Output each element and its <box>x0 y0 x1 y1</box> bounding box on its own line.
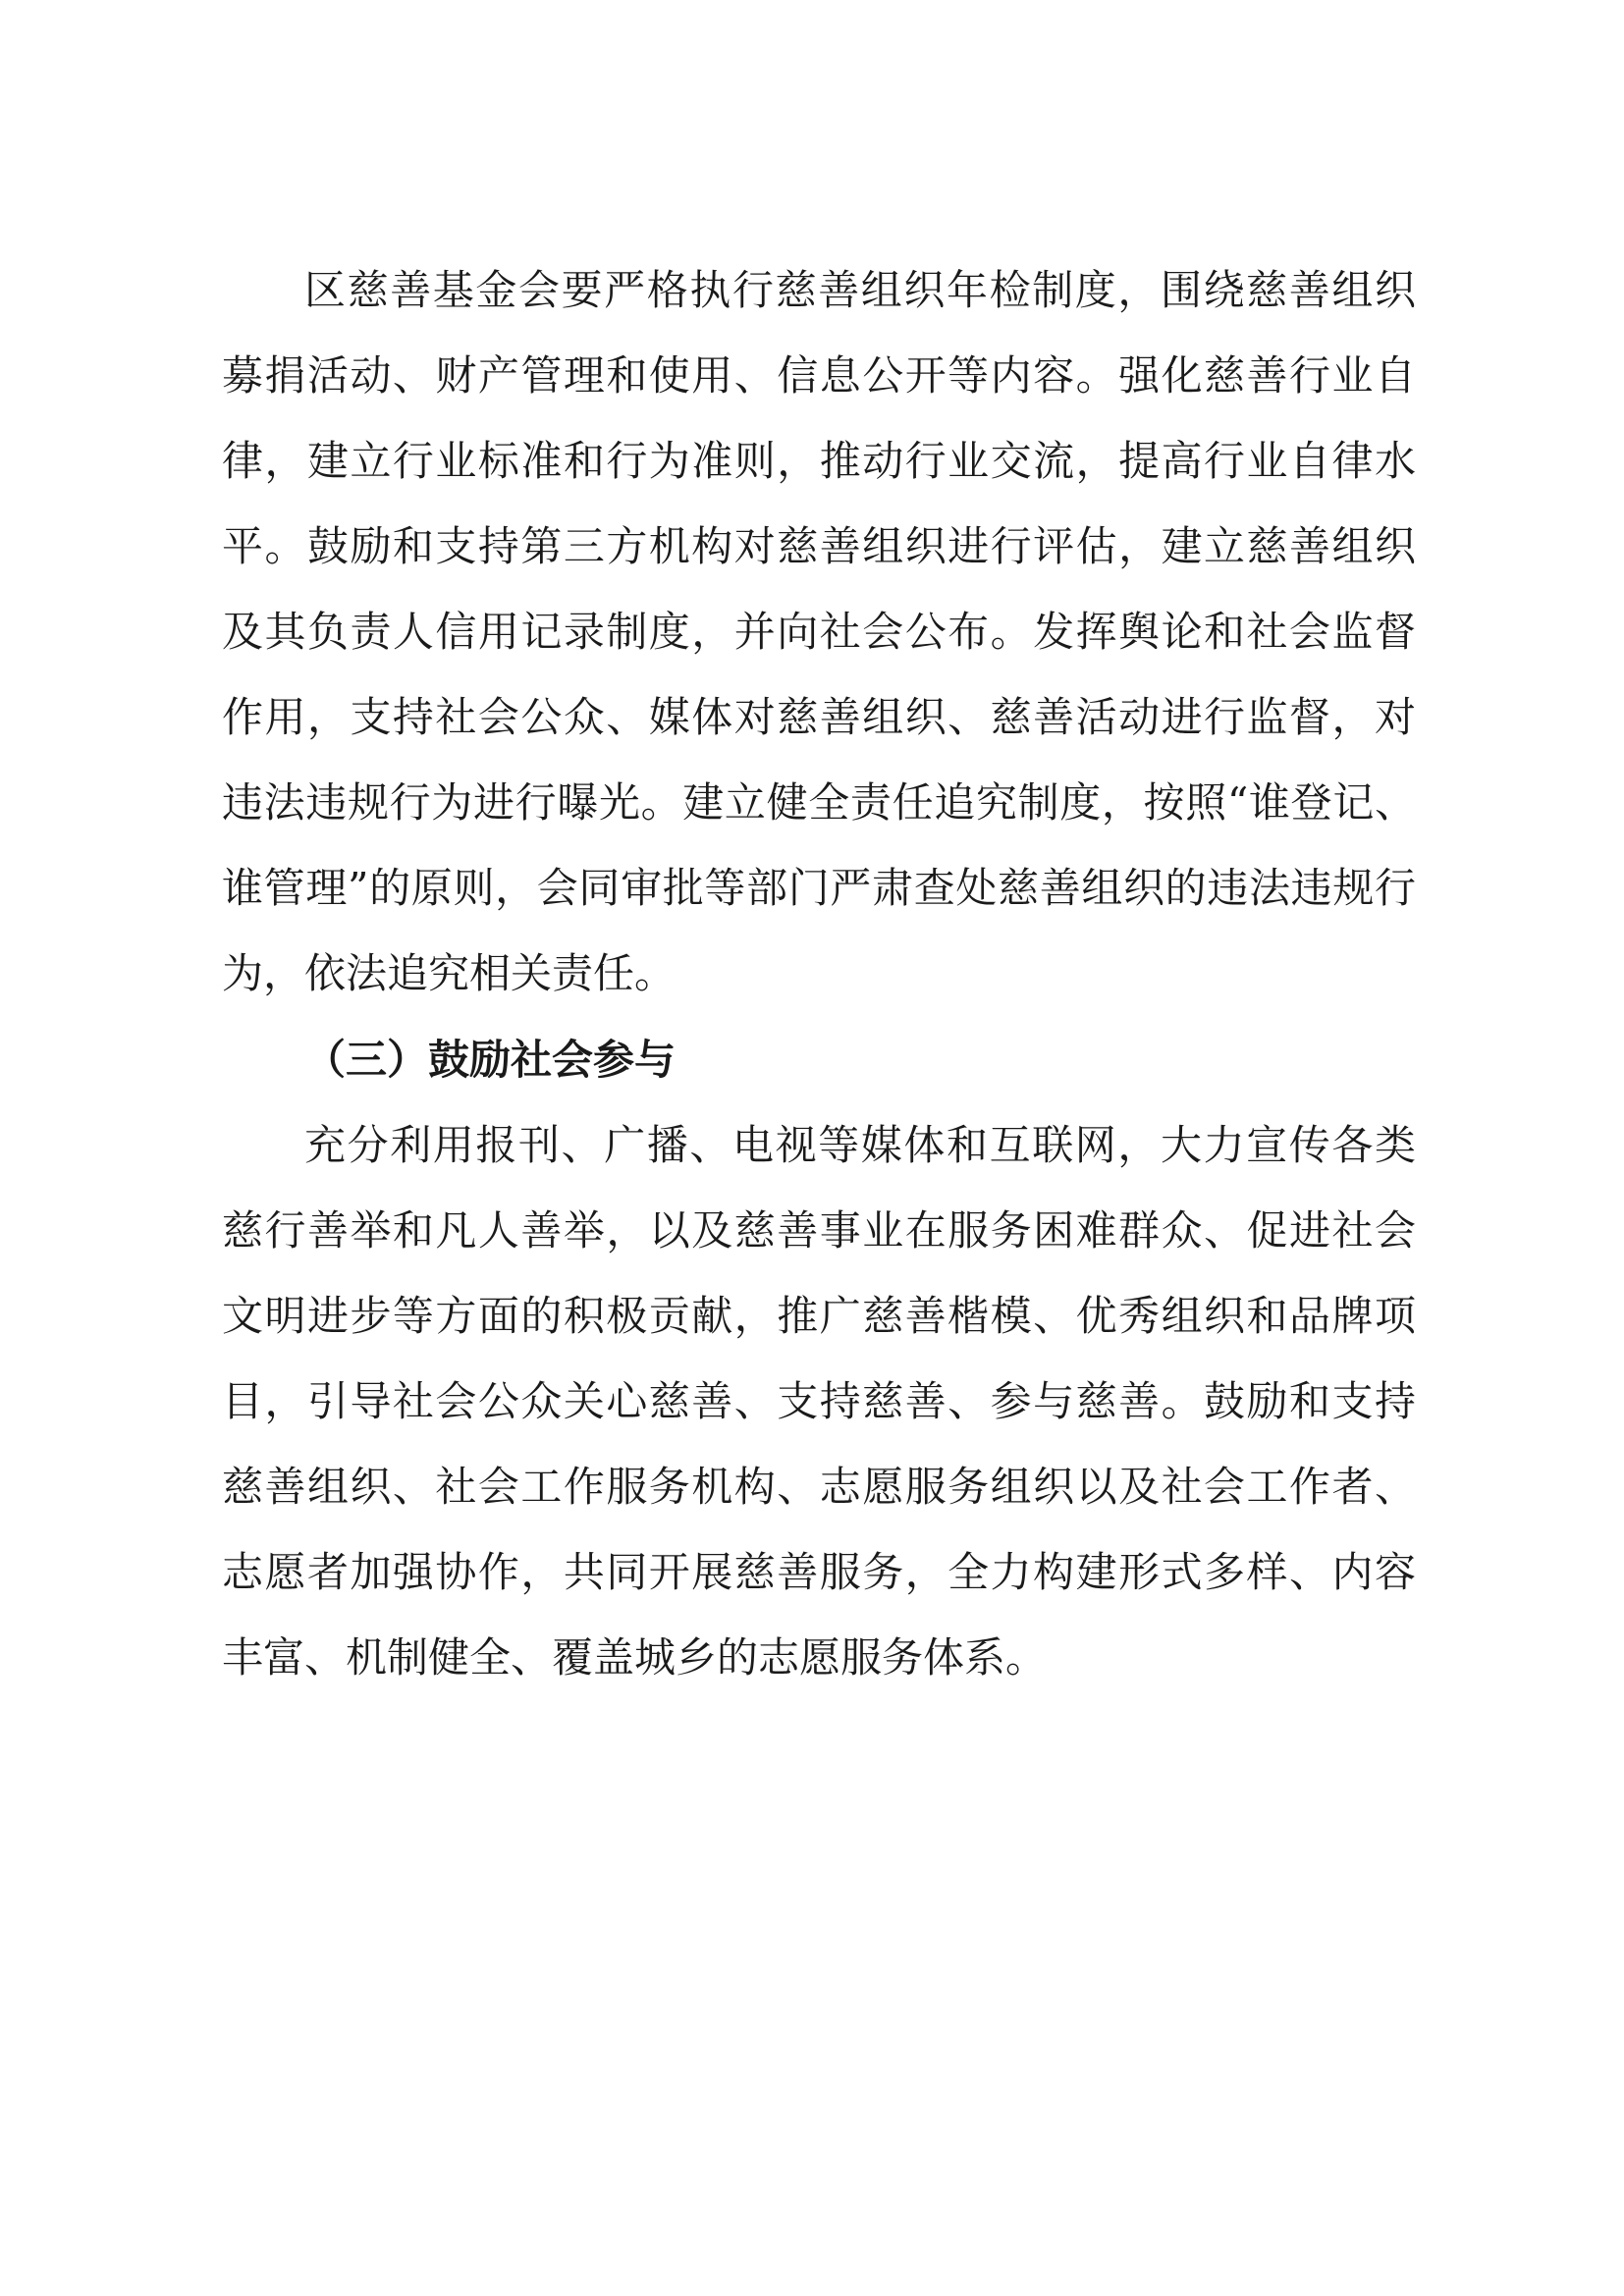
body-paragraph-social-participation: 充分利用报刊、广播、电视等媒体和互联网，大力宣传各类慈行善举和凡人善举，以及慈善事业在服务困难群众、促进社会文明进步等方面的积极贡献，推广慈善楷模、优秀组织和品牌项目，引导社会公众关心慈善、支持慈善、参与慈善。鼓励和支持慈善组织、社会工作服务机构、志愿服务组织以及社会工作者、志愿者加强协作，共同开展慈善服务，全力构建形式多样、内容丰富、机制健全、覆盖城乡的志愿服务体系。 <box>222 1121 1416 1682</box>
body-paragraph-oversight: 区慈善基金会要严格执行慈善组织年检制度，围绕慈善组织募捐活动、财产管理和使用、信息公开等内容。强化慈善行业自律，建立行业标准和行为准则，推动行业交流，提高行业自律水平。鼓励和支持第三方机构对慈善组织进行评估，建立慈善组织及其负责人信用记录制度，并向社会公布。发挥舆论和社会监督作用，支持社会公众、媒体对慈善组织、慈善活动进行监督，对违法违规行为进行曝光。建立健全责任追究制度，按照“谁登记、谁管理”的原则，会同审批等部门严肃查处慈善组织的违法违规行为，依法追究相关责任。 <box>222 266 1416 997</box>
section-heading: （三）鼓励社会参与 <box>304 1036 677 1084</box>
